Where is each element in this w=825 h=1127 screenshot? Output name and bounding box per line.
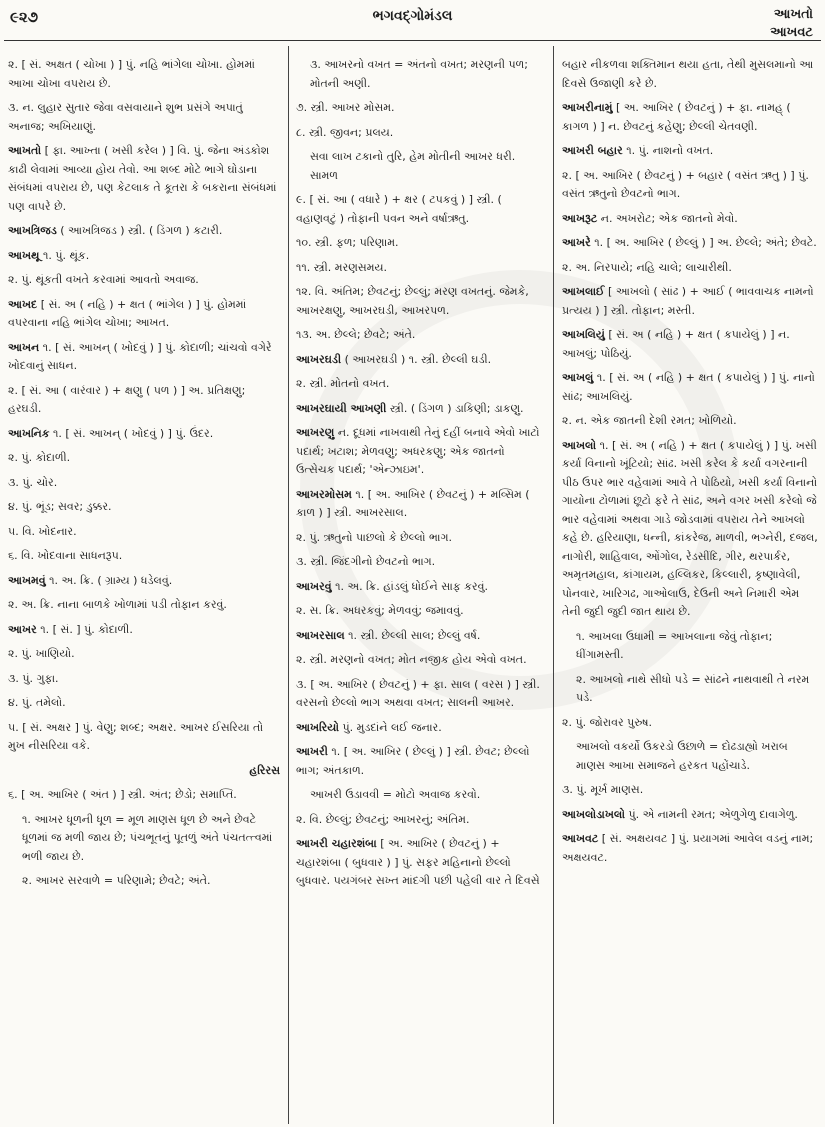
entry-text: સ્ત્રી. ( ડિંગળ ) ડાકિણી; ડાકણુ.: [389, 401, 524, 415]
entry-text: ૩. આખરનો વખત = અંતનો વખત; મરણની પળ; મોતની અણી.: [310, 58, 528, 90]
dictionary-entry: [8, 572, 280, 591]
headword: આખરિયો: [296, 720, 339, 734]
dictionary-entry: [562, 142, 819, 161]
headword: આખરઘડી: [296, 352, 342, 366]
dictionary-entry: [8, 247, 280, 266]
headword: આખલાઈ: [562, 285, 605, 298]
column-1: [8, 56, 280, 1124]
dictionary-entry: [562, 283, 819, 320]
dictionary-entry: [296, 486, 541, 523]
dictionary-entry: [296, 651, 541, 670]
dictionary-entry: [562, 437, 819, 622]
dictionary-entry: [8, 99, 280, 136]
headword: આખલો: [562, 438, 597, 452]
headword: આખન: [8, 340, 40, 354]
dictionary-entry: [296, 529, 541, 548]
dictionary-entry: [296, 99, 541, 118]
dictionary-entry: [296, 191, 541, 228]
headword: આખરણુ: [296, 426, 335, 439]
entry-text: ૪. પું. ભૂંડ; સવર; ડુક્કર.: [8, 500, 112, 513]
dictionary-entry: [8, 596, 280, 615]
entry-text: ૬. [ અ. આખિર ( અંત ) ] સ્ત્રી. અંત; છેડો; સમાપ્તિ.: [8, 788, 237, 801]
guide-words: [770, 6, 813, 42]
headword: આખરૂટ: [562, 211, 598, 225]
dictionary-entry: [8, 762, 280, 781]
dictionary-entry: [296, 835, 541, 891]
column-2: [296, 56, 541, 1124]
entry-text: ૨. [ સં. અક્ષત ( ચોખા ) ] પું. નહિ ભાંગેલા ચોખા. હોમમાં આખા ચોખા વપરાય છે.: [8, 58, 255, 90]
entry-text: ૨. પું. જોરાવર પુરુષ.: [562, 715, 653, 729]
dictionary-entry: [296, 148, 541, 185]
column-3: [562, 56, 819, 1124]
column-divider: [553, 46, 554, 1124]
entry-text: ૨. પું. કોદાળી.: [8, 451, 71, 464]
dictionary-entry: [296, 259, 541, 278]
headword: આખરી બહાર: [562, 144, 623, 157]
entry-text: હરિરસ: [249, 763, 280, 777]
entry-text: ૧. અ. ક્રિ. હાંડલું ધોઈને સાફ કરવું.: [335, 579, 488, 593]
headword: આખલું: [562, 371, 594, 384]
dictionary-entry: [8, 694, 280, 713]
entry-text: ૨. સ. ક્રિ. અધરકવું; મેળવવું; જમાવવું.: [296, 604, 464, 617]
entry-text: [ ફા. આખ્તા ( ખસી કરેલ ) ] વિ. પું. જેના અંડકોશ કાઢી લેવામાં આવ્યા હોય તેવો. આ શબ્દ મોટે ભાગે ઘોડાના સંબંધમાં વપરાય છે, પણ કેટલાક તે કૂતરા કે બકરાના સંબંધમાં પણ વાપરે છે.: [8, 144, 277, 213]
header-rule: [4, 40, 821, 41]
dictionary-entry: [296, 578, 541, 597]
page-number: ૯૨૭: [10, 8, 39, 26]
headword: આખતો: [8, 144, 42, 157]
dictionary-entry: [296, 719, 541, 738]
dictionary-entry: [562, 167, 819, 204]
entry-text: ૮. સ્ત્રી. જીવન; પ્રલય.: [296, 125, 394, 139]
dictionary-entry: [8, 621, 280, 640]
dictionary-entry: [562, 628, 819, 665]
headword: આખનિક: [8, 426, 50, 440]
entry-text: ૧. [ સં. આખન્ ( ખોદવું ) ] પું. કોદાળી; ચાંચવો વગેરે ખોદવાનું સાધન.: [8, 340, 272, 372]
guide-word-first: આખતો: [773, 7, 813, 22]
dictionary-entry: [562, 210, 819, 229]
dictionary-entry: [562, 99, 819, 136]
entry-text: ૨. પું. ઋતુનો પાછલો કે છેલ્લો ભાગ.: [296, 530, 452, 544]
page-header: [0, 0, 825, 40]
dictionary-entry: [8, 449, 280, 468]
dictionary-entry: [8, 382, 280, 419]
headword: આખવટ: [562, 832, 599, 845]
entry-text: ન. અખરોટ; એક જાતનો મેવો.: [600, 211, 738, 225]
entry-text: ૧. [ સં. આખન્ ( ખોદવું ) ] પું. ઉંદર.: [52, 426, 214, 440]
dictionary-entry: [8, 670, 280, 689]
entry-text: ૧૦. સ્ત્રી. ફળ; પરિણામ.: [296, 236, 399, 249]
entry-text: ૧. [ સં. અ ( નહિ ) + ક્ષત ( કપાયેલું ) ] પું. ખસી કર્યા વિનાનો ખૂંટિયો; સાંઢ. ખસી કરેલ કે કર્યા વગરનાની પીઠ ઉપર ભાર વહેવામાં આવે તે પોઠિયો, ખસી કર્યા વિનાનો ગાયોના ટોળામાં છૂટો ફરે તે સાંઢ, અને વગર ખસી કરેલો જે ભાર વહેવામાં અથવા ગાડે જોડવામાં વપરાય તેને આખલો કહે છે. હરિયાણા, ધન્ની, કાંકરેજ, માળવી, ભગ્નેરી, દજલ, નાગોરી, શાહિવાલ, ઓંગોલ, રેડસીંદિ, ગીર, થરપાર્કર, અમૃતમહાલ, કાંગાયમ, હલ્લિકર, કિલ્લારી, કૃષ્ણાવેલી, પોનવાર, ખારિગઢ, ગાઓલાઉ, દેઉની અને નિમારી એમ તેની જુદી જુદી જાત થાય છે.: [562, 438, 818, 618]
headword: આખરી: [296, 745, 328, 758]
dictionary-entry: [296, 56, 541, 93]
dictionary-entry: [8, 872, 280, 891]
entry-text: ( આખત્રિજડ ) સ્ત્રી. ( ડિંગળ ) કટારી.: [60, 224, 223, 237]
dictionary-entry: [562, 412, 819, 431]
entry-text: ૧૨. વિ. અંતિમ; છેવટનું; છેલ્લું; મરણ વખતનું. જેમકે, આખરક્ષણુ, આખરઘડી, આખરપળ.: [296, 285, 529, 317]
entry-text: [ આખલો ( સાંઢ ) + આઈ ( ભાવવાચક નામનો પ્રત્યય ) ] સ્ત્રી. તોફાન; મસ્તી.: [562, 285, 814, 317]
dictionary-entry: [562, 259, 819, 278]
entry-text: ૩. પું. ગુફા.: [8, 671, 59, 685]
dictionary-entry: [8, 811, 280, 867]
entry-text: બહાર નીકળવા શક્તિમાન થયા હતા, તેથી મુસલમાનો આ દિવસે ઉજાણી કરે છે.: [562, 58, 814, 90]
dictionary-entry: [296, 400, 541, 419]
entry-text: ૨. વિ. છેલ્લું; છેવટનું; આખરનું; અંતિમ.: [296, 812, 470, 826]
entry-text: ૨. સ્ત્રી. મોતનો વખત.: [296, 377, 390, 390]
dictionary-entry: [296, 234, 541, 253]
dictionary-entry: [8, 425, 280, 444]
entry-text: [ સં. અક્ષયવટ ] પું. પ્રયાગમાં આવેલ વડનું નામ; અક્ષયવટ.: [562, 832, 814, 864]
entry-text: ૫. [ સં. અક્ષર ] પું. વેણુ; શબ્દ; અક્ષર. આખર ઈસરિયા તો મુખ નીસરિયા વકે.: [8, 720, 264, 752]
entry-text: ૩. [ અ. આખિર ( છેવટનું ) + ફા. સાલ ( વરસ ) ] સ્ત્રી. વરસનો છેલ્લો ભાગ અથવા વખત; સાલની આખર.: [296, 677, 540, 709]
entry-text: ૨. [ સં. આ ( વારંવાર ) + ક્ષણુ ( પળ ) ] અ. પ્રતિક્ષણુ; હરઘડી.: [8, 383, 246, 415]
entry-text: ૭. સ્ત્રી. આખર મોસમ.: [296, 101, 395, 114]
entry-text: ૧. પું. થૂંક.: [42, 248, 90, 262]
entry-text: ૧. [ સં. ] પું. કોદાળી.: [40, 622, 133, 636]
entry-text: ૨. સ્ત્રી. મરણનો વખત; મોત નજીક હોય એવો વખત.: [296, 653, 527, 666]
entry-text: પું. એ નામની રમત; એળુગેળુ દાવાગેળુ.: [628, 807, 798, 821]
headword: આખરીનામું: [562, 101, 613, 114]
dictionary-entry: [296, 743, 541, 780]
entry-text: ૩. સ્ત્રી. જિંદગીનો છેવટનો ભાગ.: [296, 555, 436, 568]
dictionary-entry: [562, 671, 819, 708]
entry-text: ૨. પું. થૂંકતી વખતે કરવામાં આવતો અવાજ.: [8, 273, 199, 286]
entry-text: સવા લાખ ટકાનો તુરિ, હેમ મોતીની આખર ધરી. સામળ: [310, 150, 516, 182]
headword: આખર: [8, 622, 37, 636]
headword: આખરસાલ: [296, 628, 345, 642]
dictionary-entry: [296, 326, 541, 345]
dictionary-entry: [296, 553, 541, 572]
entry-text: ૧. [ અ. આખિર ( છેલ્લું ) ] સ્ત્રી. છેવટ; છેલ્લો ભાગ; અંતકાળ.: [296, 745, 530, 777]
entry-text: ૨. આખર સરવાળે = પરિણામે; છેવટે; અંતે.: [22, 874, 211, 887]
headword: આખરવું: [296, 579, 332, 593]
dictionary-entry: [296, 375, 541, 394]
entry-text: ૫. વિ. ખોદનાર.: [8, 524, 77, 538]
entry-text: [ સં. અ ( નહિ ) + ક્ષત ( ભાંગેલ ) ] પું. હોમમાં વપરવાના નહિ ભાંગેલ ચોખા; આખત.: [8, 297, 247, 329]
column-divider: [288, 46, 289, 1124]
dictionary-entry: [8, 547, 280, 566]
dictionary-entry: [296, 627, 541, 646]
entry-text: ૩. પું. ચોર.: [8, 475, 58, 489]
entry-text: ૧. આખલા ઉધામી = આખલાના જેવું તોફાન; ધીંગામસ્તી.: [576, 629, 773, 661]
headword: આખરઘાયી આખણી: [296, 401, 387, 415]
dictionary-entry: [296, 283, 541, 320]
headword: આખલોડાખલો: [562, 807, 625, 821]
entry-text: ૬. વિ. ખોદવાના સાધનરૂપ.: [8, 549, 123, 562]
entry-text: [ અ. આખિર ( છેવટનું ) + ફા. નામહ્ ( કાગળ ) ] ન. છેવટનું કહેણુ; છેલ્લી ચેતવણી.: [562, 101, 791, 133]
dictionary-entry: [562, 781, 819, 800]
dictionary-entry: [296, 351, 541, 370]
entry-text: ૨. પું. ખાણિયો.: [8, 647, 75, 660]
entry-text: ૯. [ સં. આ ( વધારે ) + ક્ષર ( ટપકવું ) ] સ્ત્રી. ( વહાણવટું ) તોફાની પવન અને વર્ષાઋતુ.: [296, 193, 502, 225]
dictionary-entry: [296, 786, 541, 805]
dictionary-entry: [562, 714, 819, 733]
entry-text: ૨. અ. નિરપાયે; નહિ ચાલે; લાચારીથી.: [562, 260, 732, 274]
dictionary-entry: [562, 369, 819, 406]
dictionary-entry: [562, 234, 819, 253]
dictionary-title: ભગવદ્ગોમંડલ: [372, 8, 453, 24]
entry-text: ૨. ન. એક જાતની દેશી રમત; ખોળિયો.: [562, 414, 737, 427]
headword: આખરી ચહારશંબા: [296, 837, 377, 850]
dictionary-entry: [562, 806, 819, 825]
entry-text: ન. દૂધમાં નાખવાથી તેનું દહીં બનાવે એવો ખાટો પદાર્થ; ખટાશ; મેળવણુ; અધરકણુ; એક જાતનો ઉત્સેચક પદાર્થ; 'એન્ઝાઇમ'.: [296, 426, 540, 476]
headword: આખરે: [562, 236, 591, 249]
dictionary-entry: [8, 142, 280, 216]
entry-text: ૧. [ સં. અ ( નહિ ) + ક્ષત ( કપાયેલું ) ] પું. નાનો સાંઢ; આખલિયું.: [562, 371, 815, 403]
guide-word-last: આખવટ: [770, 25, 813, 40]
dictionary-entry: [562, 738, 819, 775]
dictionary-entry: [296, 602, 541, 621]
dictionary-entry: [8, 271, 280, 290]
dictionary-entry: [296, 811, 541, 830]
entry-text: ૩. પું. મૂર્ખ માણસ.: [562, 783, 644, 796]
entry-text: આખરી ઉડાવવી = મોટો અવાજ કરવો.: [310, 788, 481, 801]
entry-text: ૧૧. સ્ત્રી. મરણસમય.: [296, 260, 387, 274]
dictionary-entry: [296, 124, 541, 143]
dictionary-entry: [8, 523, 280, 542]
dictionary-entry: [562, 326, 819, 363]
entry-text: [ સં. અ ( નહિ ) + ક્ષત ( કપાયેલું ) ] ન. આખલું; પોઠિયું.: [562, 328, 790, 360]
dictionary-entry: [562, 56, 819, 93]
dictionary-entry: [8, 786, 280, 805]
dictionary-entry: [8, 56, 280, 93]
entry-text: ૩. ન. લુહાર સુતાર જેવા વસવાયાને શુભ પ્રસંગે અપાતું અનાજ; અખિયાણું.: [8, 101, 243, 133]
headword: આખથૂ: [8, 248, 40, 262]
entry-text: ૧. સ્ત્રી. છેલ્લી સાલ; છેલ્લું વર્ષ.: [348, 628, 481, 642]
dictionary-entry: [296, 676, 541, 713]
entry-text: ૧. [ અ. આખિર ( છેલ્લું ) ] અ. છેલ્લે; અંતે; છેવટે.: [594, 236, 817, 249]
entry-text: ૧. પું. નાશનો વખત.: [626, 144, 714, 157]
dictionary-entry: [8, 498, 280, 517]
entry-text: આખલો વકર્યો ઉકરડો ઉછાળે = દોઢડાહ્યો ખરાબ માણસ આખા સમાજને હરકત પહોંચાડે.: [576, 740, 788, 772]
entry-text: ૨. [ અ. આખિર ( છેવટનું ) + બહાર ( વસંત ઋતુ ) ] પું. વસંત ઋતુનો છેવટનો ભાગ.: [562, 168, 809, 200]
dictionary-entry: [8, 474, 280, 493]
headword: આખરમોસમ: [296, 487, 352, 501]
entry-text: ૧. અ. ક્રિ. ( ગ્રામ્ય ) ધડેલવું.: [49, 573, 173, 587]
entry-text: ૪. પું. તમેલો.: [8, 696, 66, 709]
dictionary-entry: [562, 830, 819, 867]
entry-text: ૨. આખલો નાથે સીધો પડે = સાંઢને નાથવાથી તે નરમ પડે.: [576, 672, 810, 704]
headword: આખત્રિજડ: [8, 224, 57, 237]
entry-text: ૧. [ અ. આખિર ( છેવટનું ) + મવ્સિમ ( કાળ ) ] સ્ત્રી. આખરસાલ.: [296, 487, 530, 519]
dictionary-entry: [8, 222, 280, 241]
headword: આખદ: [8, 297, 38, 311]
headword: આખલિયું: [562, 328, 605, 341]
entry-text: ૧. આખર ધૂળની ધૂળ = મૂળ માણસ ધૂળ છે અને છેવટે ધૂળમાં જ મળી જાય છે; પંચભૂતનું પૂતળું અંતે પંચતત્ત્વમાં ભળી જાય છે.: [22, 812, 273, 863]
entry-text: પું. મુડદાંને લઈ જનાર.: [342, 720, 442, 734]
entry-text: ( આખરઘડી ) ૧. સ્ત્રી. છેલ્લી ઘડી.: [344, 352, 492, 366]
dictionary-entry: [8, 645, 280, 664]
entry-text: ૧૩. અ. છેલ્લે; છેવટે; અંતે.: [296, 328, 416, 341]
entry-text: [ અ. આખિર ( છેવટનું ) + ચહારશંબા ( બુધવાર ) ] પું. સફર મહિનાનો છેલ્લો બુધવાર. પયગંબર સખ્ત માંદગી પછી પહેલી વાર તે દિવસે: [296, 837, 540, 887]
headword: આખમવું: [8, 573, 46, 587]
entry-text: ૨. અ. ક્રિ. નાના બાળકે ખોળામાં પડી તોફાન કરવું.: [8, 598, 227, 611]
dictionary-entry: [296, 424, 541, 480]
dictionary-entry: [8, 719, 280, 756]
dictionary-entry: [8, 296, 280, 333]
dictionary-entry: [8, 339, 280, 376]
